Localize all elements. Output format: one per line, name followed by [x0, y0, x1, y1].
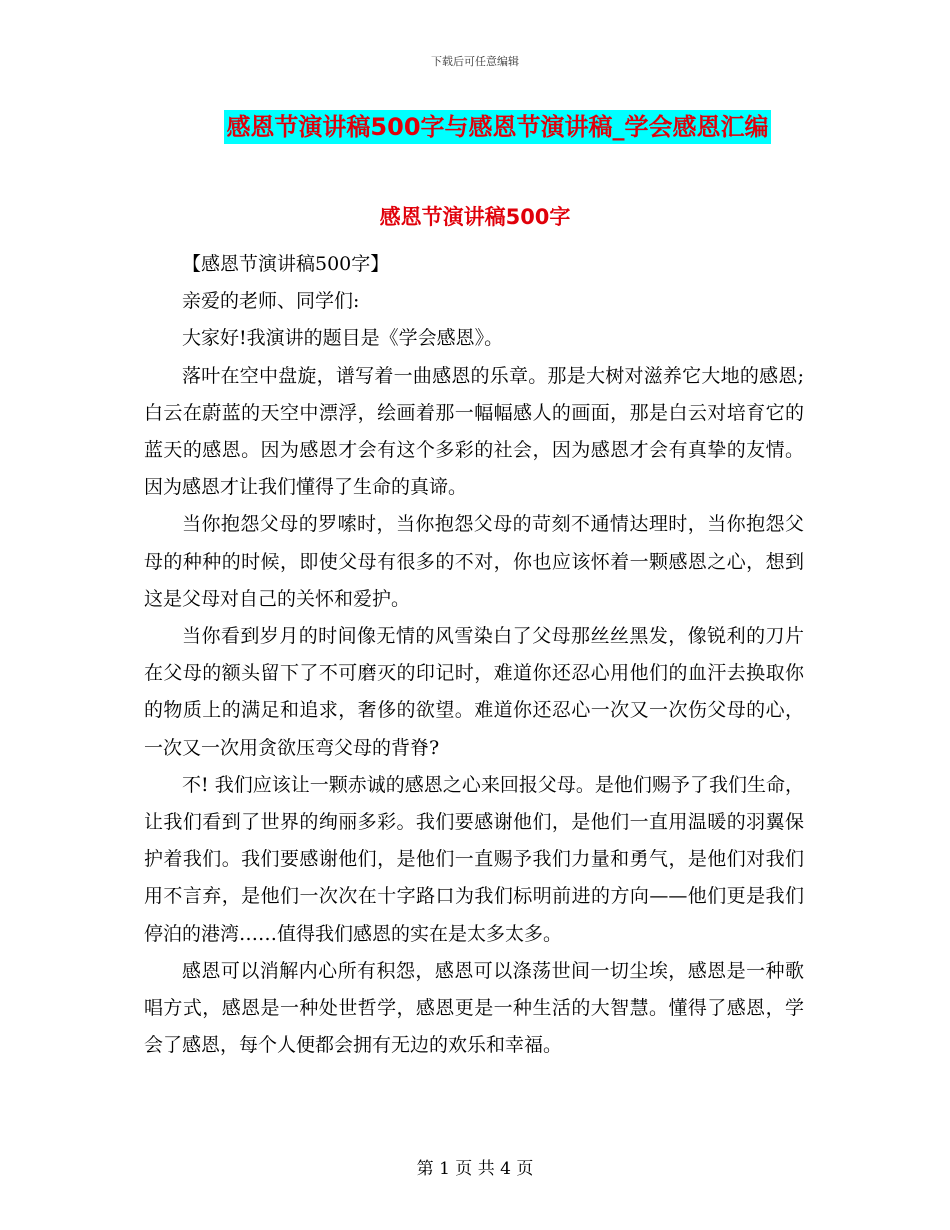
paragraph: 当你抱怨父母的罗嗦时，当你抱怨父母的苛刻不通情达理时，当你抱怨父母的种种的时候，即使父母有很多的不对，你也应该怀着一颗感恩之心，想到这是父母对自己的关怀和爱护。 [144, 513, 804, 610]
paragraph: 感恩可以消解内心所有积怨，感恩可以涤荡世间一切尘埃，感恩是一种歌唱方式，感恩是一种处世哲学，感恩更是一种生活的大智慧。懂得了感恩，学会了感恩，每个人便都会拥有无边的欢乐和幸福。 [144, 959, 804, 1057]
document-title: 感恩节演讲稿500字与感恩节演讲稿_学会感恩汇编 [224, 110, 770, 144]
paragraph: 当你看到岁月的时间像无情的风雪染白了父母那丝丝黑发，像锐利的刀片在父母的额头留下了不可磨灭的印记时，难道你还忍心用他们的血汗去换取你的物质上的满足和追求，奢侈的欲望。难道你还忍心一次又一次伤父母的心，一次又一次用贪欲压弯父母的背脊? [144, 625, 804, 759]
section-title: 感恩节演讲稿500字 [379, 205, 571, 229]
paragraph: 亲爱的老师、同学们: [182, 290, 360, 313]
paragraph: 不! 我们应该让一颗赤诚的感恩之心来回报父母。是他们赐予了我们生命，让我们看到了世界的绚丽多彩。我们要感谢他们，是他们一直用温暖的羽翼保护着我们。我们要感谢他们，是他们一直赐予我们力量和勇气，是他们对我们用不言弃，是他们一次次在十字路口为我们标明前进的方向——他们更是我们停泊的港湾……值得我们感恩的实在是太多太多。 [144, 773, 804, 945]
paragraph: 【感恩节演讲稿500字】 [182, 253, 390, 275]
paragraph: 落叶在空中盘旋，谱写着一曲感恩的乐章。那是大树对滋养它大地的感恩;白云在蔚蓝的天空中漂浮，绘画着那一幅幅感人的画面，那是白云对培育它的蓝天的感恩。因为感恩才会有这个多彩的社会，因为感恩才会有真挚的友情。因为感恩才让我们懂得了生命的真谛。 [144, 364, 804, 499]
document-body [144, 246, 804, 1064]
page-number-footer: 第 1 页 共 4 页 [416, 1159, 534, 1179]
paragraph: 大家好!我演讲的题目是《学会感恩》。 [182, 327, 504, 350]
page-header-note: 下载后可任意编辑 [431, 55, 519, 68]
document-title-container [0, 110, 950, 144]
